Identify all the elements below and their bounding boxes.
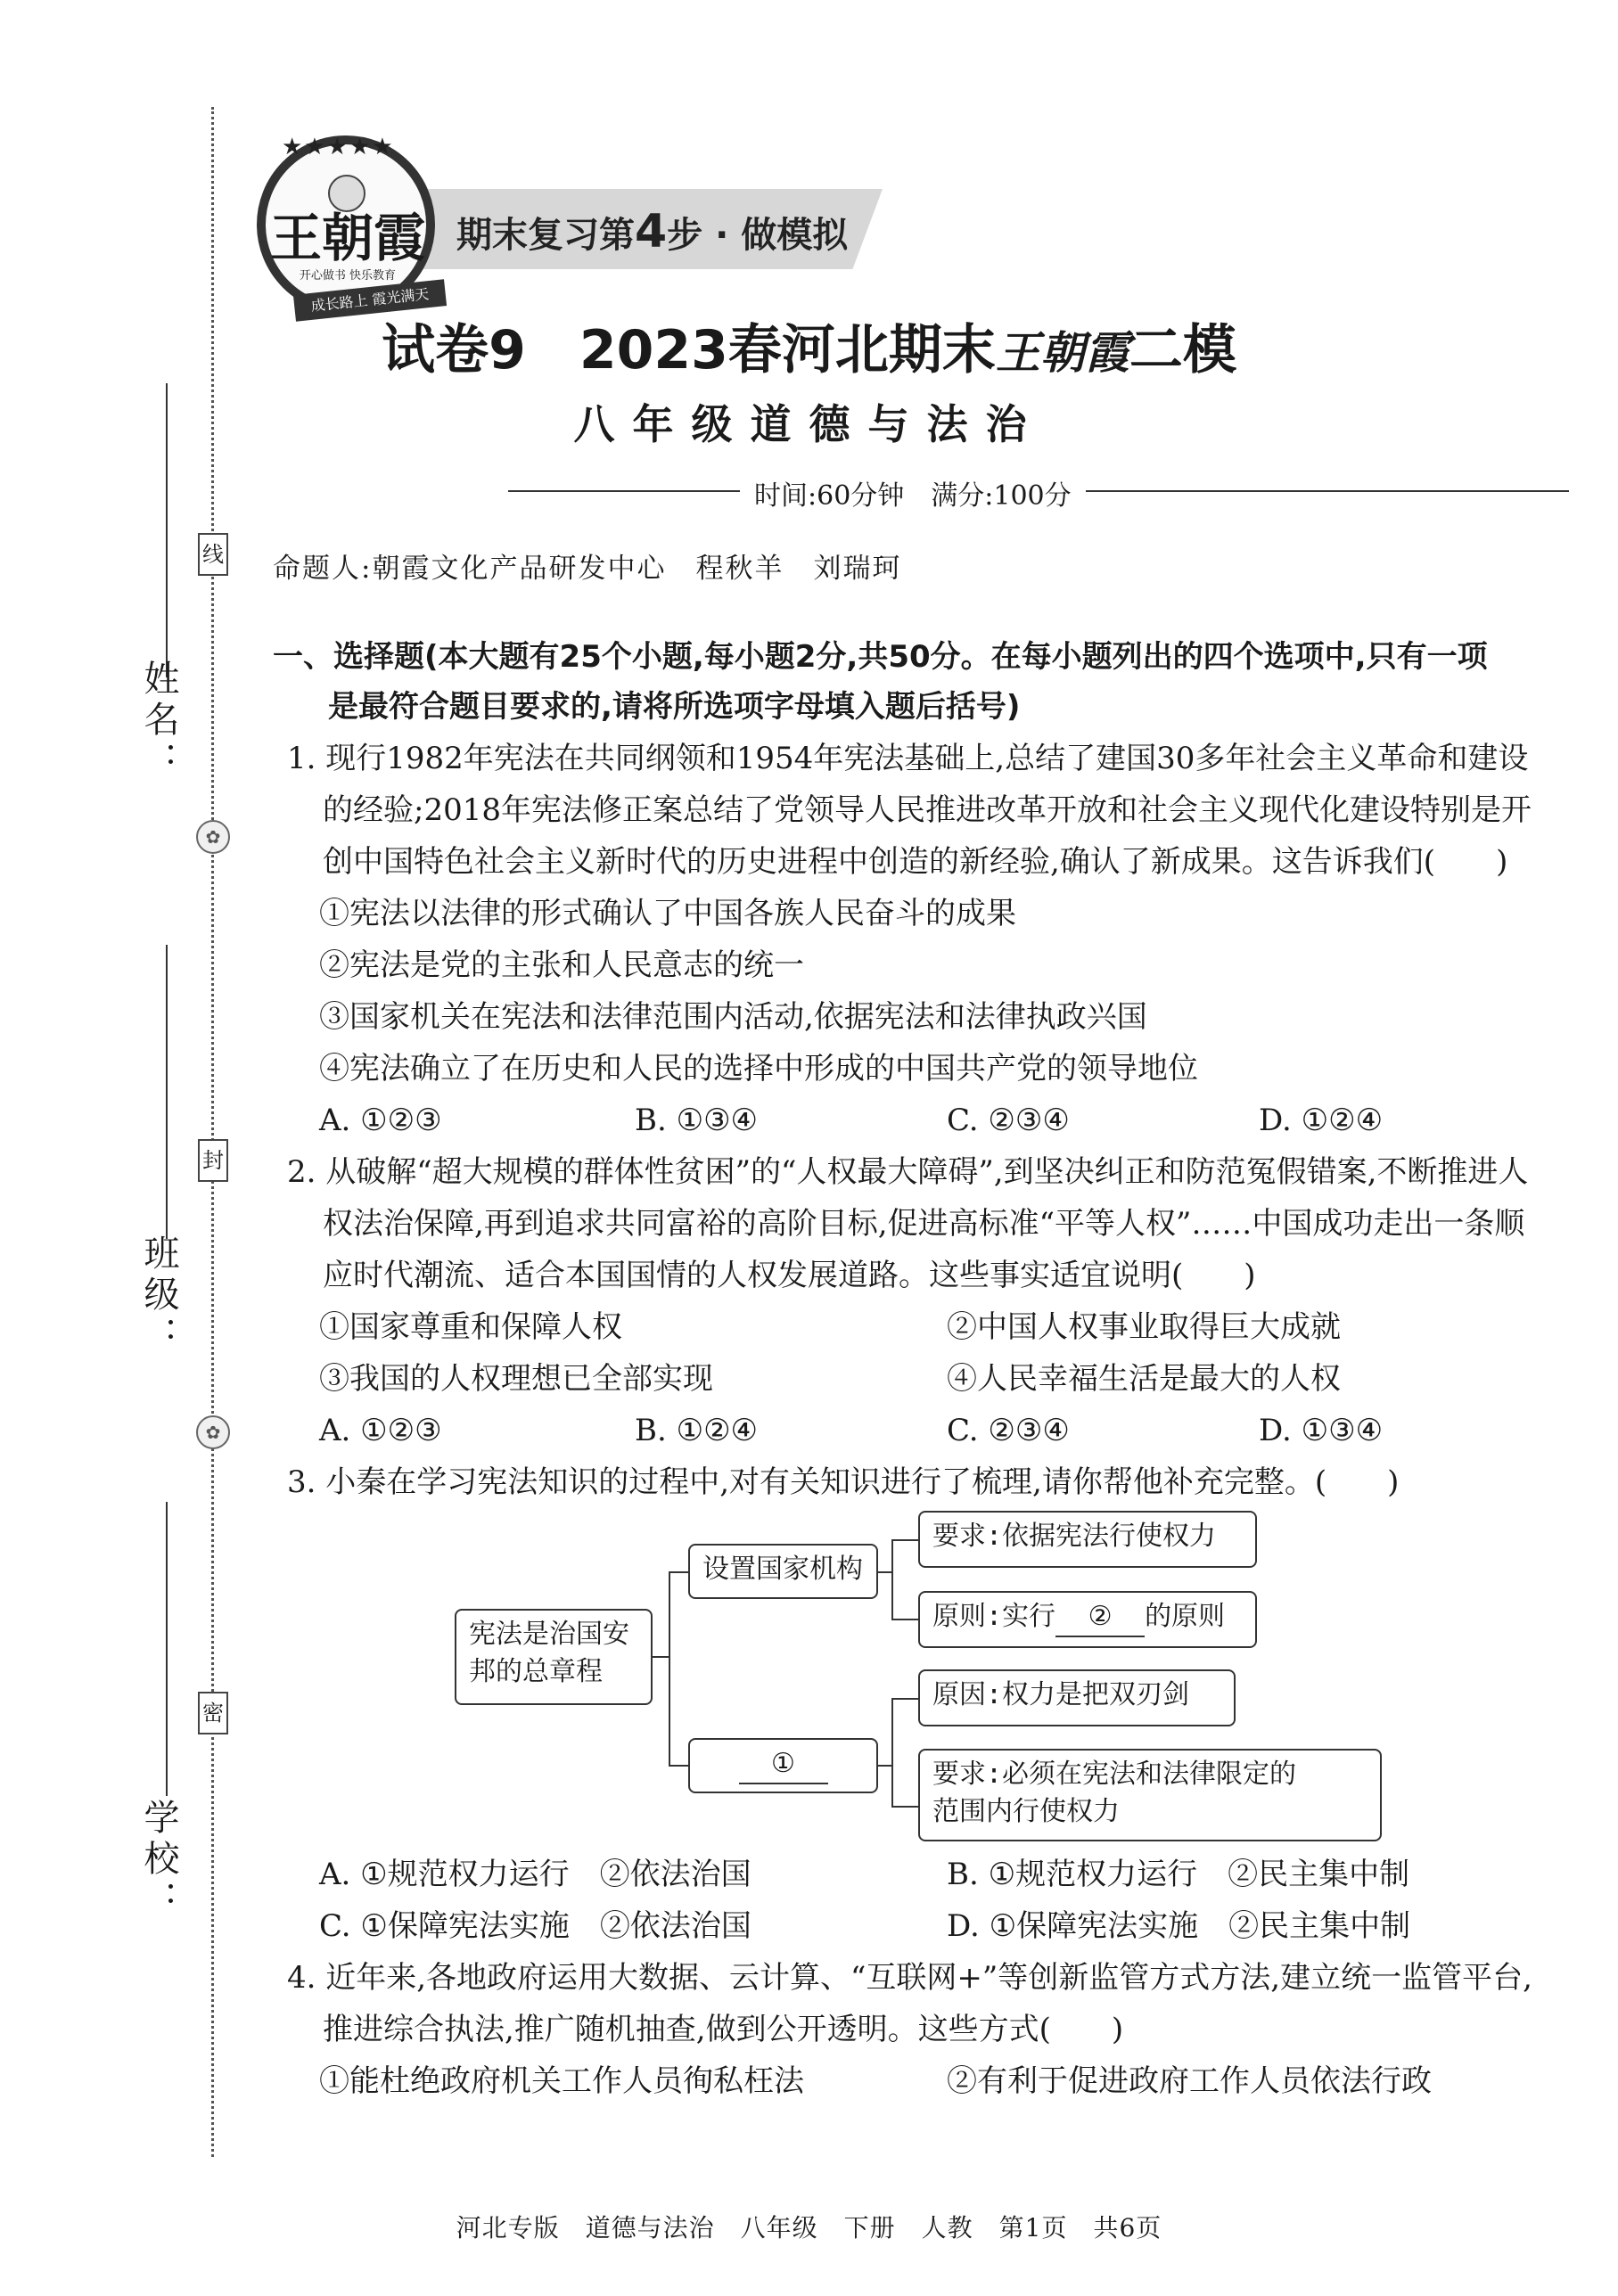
exam-subtitle: 八年级道德与法治 (573, 400, 1045, 448)
q1-statement-2: ②宪法是党的主张和人民意志的统一 (319, 947, 804, 983)
q1-option-a[interactable]: A. ①②③ (319, 1103, 442, 1138)
page-footer: 河北专版 道德与法治 八年级 下册 人教 第1页 共6页 (456, 2213, 1162, 2243)
q1-stem-line3: 创中国特色社会主义新时代的历史进程中创造的新经验,确认了新成果。这告诉我们( ) (323, 844, 1508, 880)
q1-stem-line2: 的经验;2018年宪法修正案总结了党领导人民推进改革开放和社会主义现代化建设特别是开 (323, 792, 1532, 828)
cut-mark-xian: 线 (198, 533, 228, 576)
diagram-leaf-requirement-1: 要求:依据宪法行使权力 (918, 1511, 1257, 1568)
q2-statement-2: ②中国人权事业取得巨大成就 (947, 1309, 1341, 1345)
flower-ornament-icon: ✿ (196, 820, 230, 854)
blank-1[interactable]: ① (739, 1745, 828, 1784)
exam-title: 试卷9 2023春河北期末王朝霞二模 (382, 319, 1236, 381)
logo-stars-icon: ★★★★★ (282, 134, 395, 160)
q4-stem-line1: 4. 近年来,各地政府运用大数据、云计算、“互联网+”等创新监管方式方法,建立统一监管平台, (287, 1960, 1532, 1996)
q1-option-b[interactable]: B. ①③④ (635, 1103, 759, 1138)
school-fill-line[interactable] (166, 1502, 168, 1796)
q2-stem-line3: 应时代潮流、适合本国国情的人权发展道路。这些事实适宜说明( ) (323, 1258, 1256, 1293)
q1-stem-line1: 1. 现行1982年宪法在共同纲领和1954年宪法基础上,总结了建国30多年社会主义革命和建设 (287, 741, 1529, 776)
q1-option-d[interactable]: D. ①②④ (1259, 1103, 1384, 1138)
q2-statement-1: ①国家尊重和保障人权 (319, 1309, 622, 1345)
q2-option-c[interactable]: C. ②③④ (947, 1413, 1070, 1448)
q2-option-a[interactable]: A. ①②③ (319, 1413, 442, 1448)
logo-name: 王朝霞 (269, 208, 425, 268)
q2-statement-3: ③我国的人权理想已全部实现 (319, 1361, 713, 1397)
cut-mark-feng: 封 (198, 1139, 228, 1182)
q1-option-c[interactable]: C. ②③④ (947, 1103, 1070, 1138)
q3-option-d[interactable]: D. ①保障宪法实施 ②民主集中制 (947, 1908, 1411, 1944)
q3-stem: 3. 小秦在学习宪法知识的过程中,对有关知识进行了梳理,请你帮他补充完整。( ) (287, 1464, 1400, 1500)
q3-option-c[interactable]: C. ①保障宪法实施 ②依法治国 (319, 1908, 752, 1944)
cut-mark-mi: 密 (198, 1692, 228, 1734)
flower-ornament-icon: ✿ (196, 1415, 230, 1449)
section-heading-line2: 是最符合题目要求的,请将所选项字母填入题后括号) (328, 689, 1021, 725)
q2-option-b[interactable]: B. ①②④ (635, 1413, 759, 1448)
class-label: 班级： (138, 1234, 179, 1357)
blank-2[interactable]: ② (1055, 1598, 1145, 1637)
q4-statement-2: ②有利于促进政府工作人员依法行政 (947, 2063, 1432, 2099)
q1-statement-4: ④宪法确立了在历史和人民的选择中形成的中国共产党的领导地位 (319, 1051, 1198, 1086)
q3-option-b[interactable]: B. ①规范权力运行 ②民主集中制 (947, 1857, 1410, 1892)
banner-title: 期末复习第4步 · 做模拟 (456, 205, 849, 258)
q4-stem-line2: 推进综合执法,推广随机抽查,做到公开透明。这些方式( ) (323, 2012, 1124, 2047)
school-label: 学校： (138, 1799, 179, 1922)
q4-statement-1: ①能杜绝政府机关工作人员徇私枉法 (319, 2063, 804, 2099)
section-heading-line1: 一、选择题(本大题有25个小题,每小题2分,共50分。在每小题列出的四个选项中,只有一项 (273, 639, 1488, 675)
diagram-leaf-reason: 原因:权力是把双刃剑 (918, 1669, 1236, 1726)
q2-stem-line1: 2. 从破解“超大规模的群体性贫困”的“人权最大障碍”,到坚决纠正和防范冤假错案,不断推进人 (287, 1154, 1529, 1190)
diagram-leaf-principle: 原则:实行 ② 的原则 (918, 1591, 1257, 1648)
q1-statement-3: ③国家机关在宪法和法律范围内活动,依据宪法和法律执政兴国 (319, 999, 1147, 1035)
logo-subtext: 开心做书 快乐教育 (299, 269, 397, 283)
diagram-branch-blank-1 (688, 1738, 878, 1793)
diagram-root-box: 宪法是治国安 邦的总章程 (455, 1609, 653, 1705)
authors: 命题人:朝霞文化产品研发中心 程秋羊 刘瑞珂 (273, 553, 902, 585)
diagram-leaf-requirement-2: 要求:必须在宪法和法律限定的 范围内行使权力 (918, 1749, 1382, 1841)
q1-statement-1: ①宪法以法律的形式确认了中国各族人民奋斗的成果 (319, 896, 1016, 931)
logo-ribbon: 成长路上 霞光满天 (293, 279, 447, 322)
diagram-branch-state-organs: 设置国家机构 (688, 1544, 878, 1599)
class-fill-line[interactable] (166, 945, 168, 1239)
q2-stem-line2: 权法治保障,再到追求共同富裕的高阶目标,促进高标准“平等人权”……中国成功走出一条顺 (323, 1206, 1525, 1242)
q3-option-a[interactable]: A. ①规范权力运行 ②依法治国 (319, 1857, 752, 1892)
name-label: 姓名： (138, 660, 179, 783)
q2-option-d[interactable]: D. ①③④ (1259, 1413, 1384, 1448)
time-info-row (508, 468, 1569, 512)
q2-statement-4: ④人民幸福生活是最大的人权 (947, 1361, 1341, 1397)
time-info: 时间:60分钟 满分:100分 (740, 473, 1086, 512)
